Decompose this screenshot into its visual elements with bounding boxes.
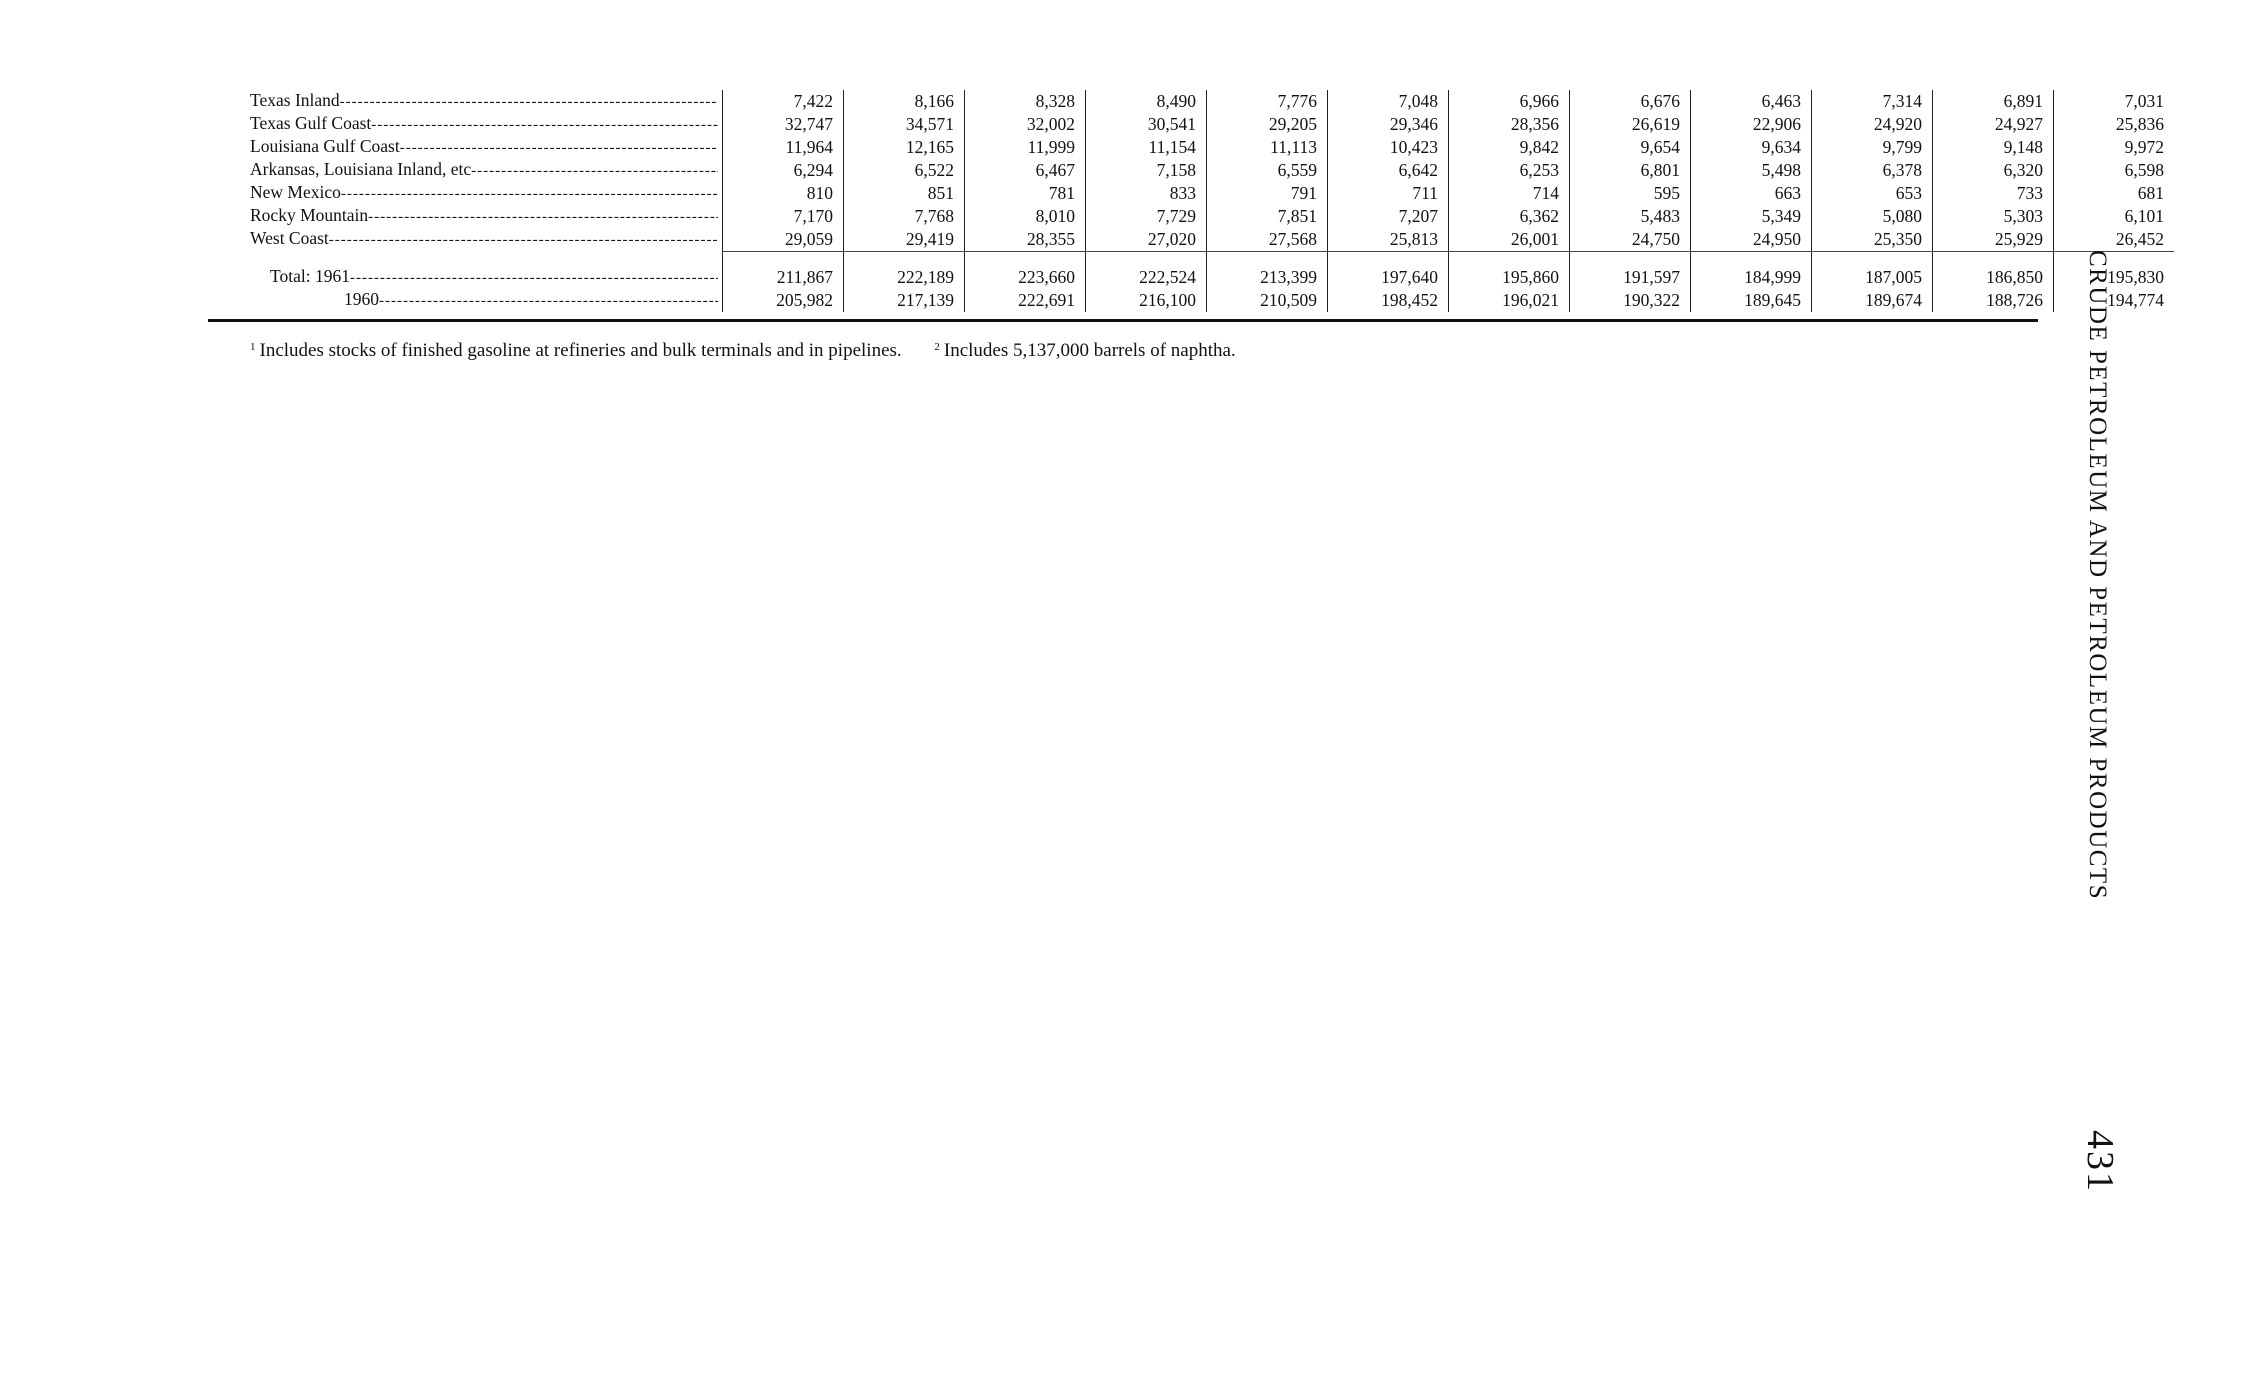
table-cell: 22,906: [1691, 113, 1812, 136]
statistics-table-region: [250, 90, 2164, 312]
table-cell: 195,860: [1449, 266, 1570, 289]
spacer-cell: [965, 251, 1086, 266]
row-label-cell: [250, 136, 723, 159]
table-cell: 733: [1933, 182, 2054, 205]
footnote-text: Includes stocks of finished gasoline at refineries and bulk terminals and in pipelines.: [259, 340, 902, 361]
row-label-cell: [250, 159, 723, 182]
table-cell: 216,100: [1086, 289, 1207, 312]
row-label: Rocky Mountain: [250, 205, 369, 225]
table-cell: 24,750: [1570, 228, 1691, 251]
table-cell: 8,328: [965, 90, 1086, 113]
table-row: [250, 113, 2174, 136]
footnote-1: [250, 335, 902, 363]
table-cell: 210,509: [1207, 289, 1328, 312]
table-cell: 12,165: [844, 136, 965, 159]
table-row: [250, 159, 2174, 182]
table-cell: 34,571: [844, 113, 965, 136]
dot-leader: [329, 230, 718, 251]
table-cell: 6,676: [1570, 90, 1691, 113]
table-cell: 7,729: [1086, 205, 1207, 228]
district-stocks-table: [250, 90, 2174, 312]
spacer-cell: [1449, 251, 1570, 266]
table-cell: 9,799: [1812, 136, 1933, 159]
table-cell: 595: [1570, 182, 1691, 205]
table-cell: 29,346: [1328, 113, 1449, 136]
footnote-2: [934, 335, 1235, 363]
total-row: [250, 289, 2174, 312]
row-label-cell: [250, 266, 723, 289]
footnotes: [250, 335, 2050, 363]
dot-leader: [341, 184, 718, 205]
table-cell: 32,747: [723, 113, 844, 136]
row-label: West Coast: [250, 228, 329, 248]
footnote-marker: 2: [934, 341, 940, 353]
spacer-cell: [844, 251, 965, 266]
table-cell: 26,619: [1570, 113, 1691, 136]
table-cell: 5,349: [1691, 205, 1812, 228]
row-label-cell: [250, 90, 723, 113]
table-cell: 791: [1207, 182, 1328, 205]
row-label: Arkansas, Louisiana Inland, etc: [250, 159, 472, 179]
table-cell: 26,452: [2054, 228, 2175, 251]
table-cell: 29,059: [723, 228, 844, 251]
spacer-cell: [1328, 251, 1449, 266]
dot-leader: [340, 92, 718, 113]
table-cell: 213,399: [1207, 266, 1328, 289]
table-row: [250, 182, 2174, 205]
table-cell: 27,568: [1207, 228, 1328, 251]
dot-leader: [371, 115, 718, 136]
table-cell: 7,048: [1328, 90, 1449, 113]
table-cell: 6,559: [1207, 159, 1328, 182]
running-head: CRUDE PETROLEUM AND PETROLEUM PRODUCTS: [2084, 250, 2111, 901]
table-cell: 6,467: [965, 159, 1086, 182]
table-cell: 28,355: [965, 228, 1086, 251]
row-label: Louisiana Gulf Coast: [250, 136, 400, 156]
table-cell: 6,801: [1570, 159, 1691, 182]
table-cell: 191,597: [1570, 266, 1691, 289]
table-cell: 7,170: [723, 205, 844, 228]
table-cell: 10,423: [1328, 136, 1449, 159]
table-cell: 6,522: [844, 159, 965, 182]
table-cell: 222,189: [844, 266, 965, 289]
table-cell: 27,020: [1086, 228, 1207, 251]
table-row: [250, 205, 2174, 228]
table-cell: 6,362: [1449, 205, 1570, 228]
table-cell: 7,207: [1328, 205, 1449, 228]
table-cell: 11,964: [723, 136, 844, 159]
table-bottom-rule: [208, 319, 2038, 322]
table-cell: 11,154: [1086, 136, 1207, 159]
table-cell: 6,378: [1812, 159, 1933, 182]
table-cell: 711: [1328, 182, 1449, 205]
row-label: Texas Inland: [250, 90, 340, 110]
row-label: New Mexico: [250, 182, 341, 202]
table-cell: 205,982: [723, 289, 844, 312]
table-cell: 6,598: [2054, 159, 2175, 182]
table-cell: 663: [1691, 182, 1812, 205]
table-cell: 7,031: [2054, 90, 2175, 113]
table-cell: 24,920: [1812, 113, 1933, 136]
row-label-cell: [250, 182, 723, 205]
spacer-cell: [2054, 251, 2175, 266]
table-cell: 6,966: [1449, 90, 1570, 113]
table-cell: 9,634: [1691, 136, 1812, 159]
spacer-cell: [1933, 251, 2054, 266]
table-cell: 681: [2054, 182, 2175, 205]
table-cell: 7,422: [723, 90, 844, 113]
table-cell: 198,452: [1328, 289, 1449, 312]
table-cell: 186,850: [1933, 266, 2054, 289]
table-cell: 833: [1086, 182, 1207, 205]
table-cell: 9,972: [2054, 136, 2175, 159]
table-cell: 32,002: [965, 113, 1086, 136]
table-cell: 7,776: [1207, 90, 1328, 113]
spacer-cell: [1086, 251, 1207, 266]
spacer-cell: [1812, 251, 1933, 266]
table-cell: 11,113: [1207, 136, 1328, 159]
table-cell: 211,867: [723, 266, 844, 289]
table-cell: 195,830: [2054, 266, 2175, 289]
table-cell: 6,642: [1328, 159, 1449, 182]
table-cell: 189,645: [1691, 289, 1812, 312]
footnote-text: Includes 5,137,000 barrels of naphtha.: [943, 340, 1236, 361]
table-cell: 7,314: [1812, 90, 1933, 113]
table-cell: 187,005: [1812, 266, 1933, 289]
table-cell: 26,001: [1449, 228, 1570, 251]
table-cell: 6,101: [2054, 205, 2175, 228]
table-cell: 25,350: [1812, 228, 1933, 251]
table-cell: 714: [1449, 182, 1570, 205]
spacer-cell: [723, 251, 844, 266]
table-cell: 29,419: [844, 228, 965, 251]
row-label: 1960: [344, 288, 379, 309]
table-cell: 7,768: [844, 205, 965, 228]
spacer-cell: [1691, 251, 1812, 266]
table-cell: 6,463: [1691, 90, 1812, 113]
table-cell: 197,640: [1328, 266, 1449, 289]
table-spacer-row: [250, 251, 2174, 266]
table-cell: 190,322: [1570, 289, 1691, 312]
total-row: [250, 266, 2174, 289]
table-cell: 653: [1812, 182, 1933, 205]
table-cell: 6,891: [1933, 90, 2054, 113]
table-row: [250, 136, 2174, 159]
dot-leader: [368, 207, 718, 228]
table-cell: 30,541: [1086, 113, 1207, 136]
table-cell: 24,950: [1691, 228, 1812, 251]
row-label: Texas Gulf Coast: [250, 113, 372, 133]
table-cell: 5,303: [1933, 205, 2054, 228]
table-cell: 29,205: [1207, 113, 1328, 136]
dot-leader: [471, 161, 718, 182]
dot-leader: [350, 268, 718, 289]
page-number: 431: [2079, 1130, 2121, 1193]
spacer-cell: [1207, 251, 1328, 266]
table-cell: 8,010: [965, 205, 1086, 228]
dot-leader: [400, 138, 718, 159]
table-cell: 5,483: [1570, 205, 1691, 228]
table-cell: 24,927: [1933, 113, 2054, 136]
table-cell: 7,158: [1086, 159, 1207, 182]
table-cell: 9,148: [1933, 136, 2054, 159]
table-cell: 5,498: [1691, 159, 1812, 182]
table-cell: 9,842: [1449, 136, 1570, 159]
table-cell: 217,139: [844, 289, 965, 312]
row-label-cell: [250, 113, 723, 136]
table-cell: 810: [723, 182, 844, 205]
table-cell: 196,021: [1449, 289, 1570, 312]
table-cell: 8,490: [1086, 90, 1207, 113]
table-cell: 194,774: [2054, 289, 2175, 312]
table-cell: 25,929: [1933, 228, 2054, 251]
table-cell: 222,524: [1086, 266, 1207, 289]
table-cell: 25,836: [2054, 113, 2175, 136]
spacer-cell: [1570, 251, 1691, 266]
table-cell: 5,080: [1812, 205, 1933, 228]
table-cell: 223,660: [965, 266, 1086, 289]
table-row: [250, 90, 2174, 113]
table-cell: 6,294: [723, 159, 844, 182]
table-row: [250, 228, 2174, 251]
table-cell: 188,726: [1933, 289, 2054, 312]
row-label-cell: [250, 289, 723, 312]
row-label: Total: 1961: [270, 265, 350, 286]
row-label-cell: [250, 205, 723, 228]
row-label-cell: [250, 228, 723, 251]
table-cell: 11,999: [965, 136, 1086, 159]
table-cell: 7,851: [1207, 205, 1328, 228]
table-cell: 6,320: [1933, 159, 2054, 182]
table-cell: 222,691: [965, 289, 1086, 312]
table-cell: 9,654: [1570, 136, 1691, 159]
table-cell: 781: [965, 182, 1086, 205]
table-cell: 184,999: [1691, 266, 1812, 289]
spacer-cell: [250, 251, 723, 266]
table-cell: 25,813: [1328, 228, 1449, 251]
table-cell: 8,166: [844, 90, 965, 113]
table-cell: 28,356: [1449, 113, 1570, 136]
dot-leader: [379, 291, 718, 312]
table-cell: 6,253: [1449, 159, 1570, 182]
footnote-marker: 1: [250, 341, 256, 353]
table-cell: 851: [844, 182, 965, 205]
table-cell: 189,674: [1812, 289, 1933, 312]
